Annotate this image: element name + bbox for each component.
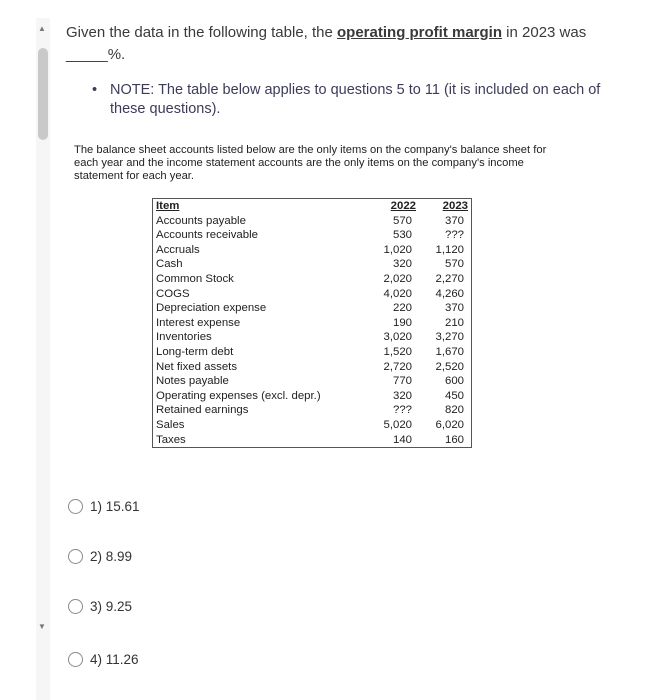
header-item: Item <box>156 200 180 212</box>
cell-2022: 2,720 <box>383 360 412 373</box>
cell-item: Net fixed assets <box>156 360 238 373</box>
cell-2022: 3,020 <box>383 331 412 344</box>
cell-2023: 370 <box>444 302 464 315</box>
cell-2023: 820 <box>444 404 464 417</box>
cell-2023: 160 <box>444 433 464 446</box>
answer-option[interactable] <box>68 496 140 516</box>
answer-option[interactable] <box>68 546 132 566</box>
table-row <box>153 360 472 375</box>
cell-item: Depreciation expense <box>156 302 267 315</box>
cell-2022: 2,020 <box>383 272 412 285</box>
table-row <box>153 403 472 418</box>
intro-paragraph: The balance sheet accounts listed below are the only items on the company's balance sheet for each year and the income statement accounts are the only items on the company's income statement for each year. <box>74 144 547 182</box>
radio-button-icon[interactable] <box>68 652 83 667</box>
scroll-down-arrow-icon[interactable]: ▼ <box>38 622 46 631</box>
cell-2022: 5,020 <box>383 418 412 431</box>
cell-2023: 370 <box>444 214 464 227</box>
data-table <box>152 198 472 448</box>
table-row <box>153 330 472 345</box>
table-row <box>153 316 472 331</box>
cell-2022: 220 <box>392 302 412 315</box>
table-row <box>153 374 472 389</box>
table-row <box>153 214 472 229</box>
cell-item: Common Stock <box>156 272 234 285</box>
table-header-row <box>153 199 472 214</box>
answer-option[interactable] <box>68 649 139 669</box>
cell-2023: 6,020 <box>435 418 464 431</box>
cell-item: Inventories <box>156 331 212 344</box>
cell-2023: 1,120 <box>435 243 464 256</box>
question-part-2: in 2023 was <box>502 24 587 41</box>
question-part-1: Given the data in the following table, the <box>66 24 338 41</box>
answer-option-label[interactable]: 1) 15.61 <box>90 498 140 514</box>
answer-option-label[interactable]: 4) 11.26 <box>90 651 139 667</box>
cell-2022: 4,020 <box>383 287 412 300</box>
answer-blank: _____%. <box>66 46 126 63</box>
question-text <box>66 22 606 66</box>
table-row <box>153 257 472 272</box>
bullet-icon: • <box>92 82 98 98</box>
header-2022: 2022 <box>390 200 416 212</box>
cell-item: Taxes <box>156 433 186 446</box>
cell-item: Accruals <box>156 243 200 256</box>
cell-2023: 1,670 <box>435 345 464 358</box>
cell-item: Accounts payable <box>156 214 246 227</box>
answer-option-label[interactable]: 2) 8.99 <box>90 548 133 564</box>
scroll-up-arrow-icon[interactable]: ▲ <box>38 24 46 33</box>
radio-button-icon[interactable] <box>68 499 83 514</box>
table-row <box>153 243 472 258</box>
cell-2023: 2,520 <box>435 360 464 373</box>
cell-2022: 1,520 <box>383 345 412 358</box>
answer-option[interactable] <box>68 596 132 616</box>
cell-2022: 1,020 <box>383 243 412 256</box>
cell-2022: 320 <box>392 389 412 402</box>
cell-2023: 600 <box>444 375 464 388</box>
cell-2023: 3,270 <box>435 331 464 344</box>
cell-2022: 570 <box>392 214 412 227</box>
cell-item: Cash <box>156 258 183 271</box>
cell-2022: 320 <box>392 258 412 271</box>
cell-2023: 4,260 <box>435 287 464 300</box>
table-row <box>153 433 472 448</box>
cell-2023: 210 <box>444 316 464 329</box>
cell-item: Interest expense <box>156 316 241 329</box>
cell-item: Operating expenses (excl. depr.) <box>156 389 321 402</box>
cell-2023: 570 <box>444 258 464 271</box>
note-text: NOTE: The table below applies to questions 5 to 11 (it is included on each of these questions). <box>110 82 601 117</box>
cell-2023: ??? <box>444 229 464 242</box>
cell-2023: 2,270 <box>435 272 464 285</box>
cell-2022: 530 <box>392 229 412 242</box>
cell-2023: 450 <box>444 389 464 402</box>
cell-item: Notes payable <box>156 375 229 388</box>
table-row <box>153 228 472 243</box>
cell-2022: 140 <box>392 433 412 446</box>
cell-2022: 770 <box>392 375 412 388</box>
table-row <box>153 287 472 302</box>
table-row <box>153 345 472 360</box>
cell-2022: 190 <box>392 316 412 329</box>
answer-option-label[interactable]: 3) 9.25 <box>90 598 133 614</box>
scrollbar-thumb[interactable] <box>38 48 48 140</box>
table-row <box>153 389 472 404</box>
cell-item: Sales <box>156 418 185 431</box>
table-row <box>153 272 472 287</box>
radio-button-icon[interactable] <box>68 599 83 614</box>
table-row <box>153 301 472 316</box>
cell-item: Accounts receivable <box>156 229 258 242</box>
radio-button-icon[interactable] <box>68 549 83 564</box>
table-row <box>153 418 472 433</box>
cell-item: COGS <box>156 287 190 300</box>
header-2023: 2023 <box>442 200 468 212</box>
cell-item: Long-term debt <box>156 345 234 358</box>
question-emphasis: operating profit margin <box>337 24 503 41</box>
note <box>92 81 612 119</box>
cell-2022: ??? <box>392 404 412 417</box>
cell-item: Retained earnings <box>156 404 249 417</box>
